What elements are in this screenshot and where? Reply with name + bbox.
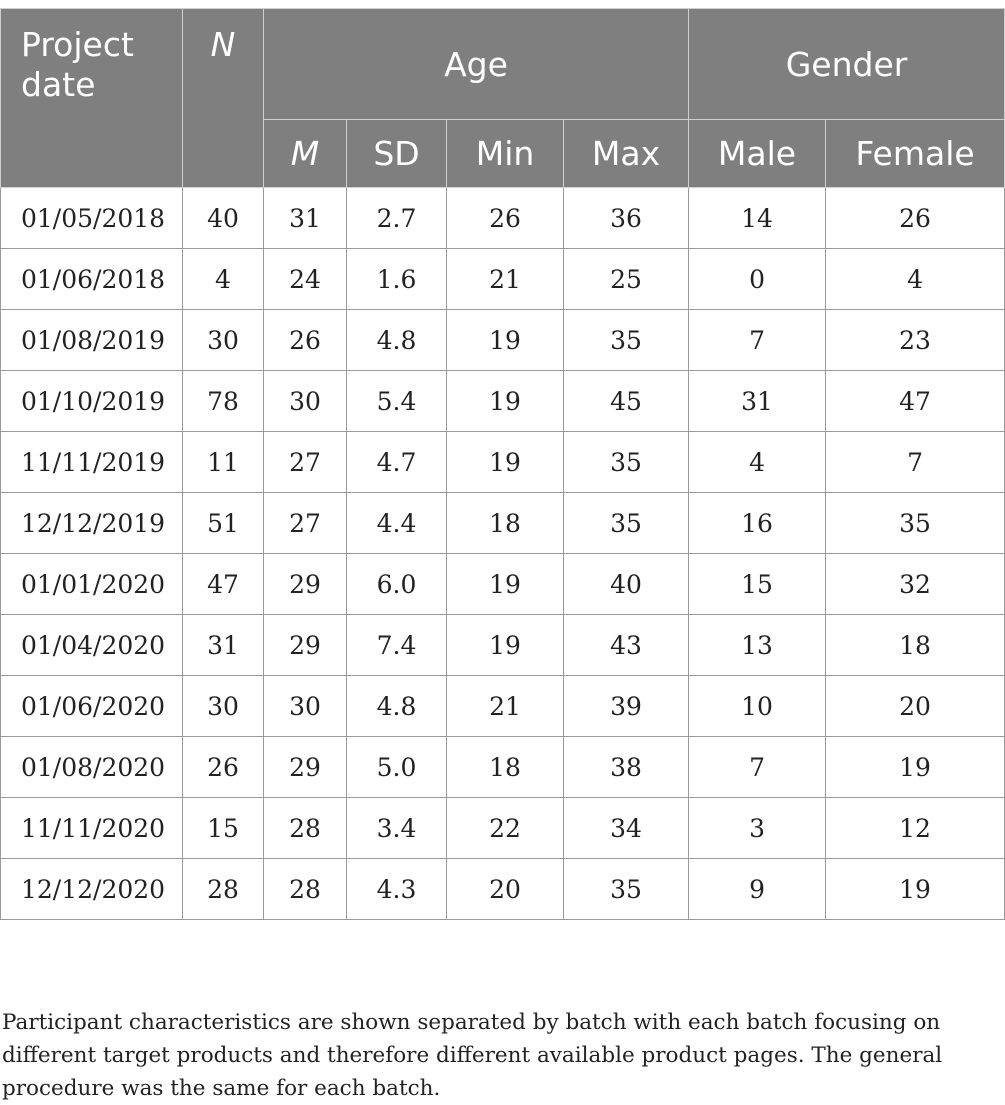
cell-age-m: 24 bbox=[264, 249, 347, 310]
cell-gender-male: 15 bbox=[689, 554, 826, 615]
cell-n: 28 bbox=[183, 859, 264, 920]
cell-age-m: 28 bbox=[264, 798, 347, 859]
cell-gender-female: 26 bbox=[826, 188, 1005, 249]
cell-age-sd: 1.6 bbox=[347, 249, 447, 310]
cell-gender-female: 12 bbox=[826, 798, 1005, 859]
cell-age-min: 19 bbox=[447, 310, 564, 371]
header-male: Male bbox=[689, 120, 826, 188]
table-row bbox=[1, 615, 1005, 676]
cell-age-sd: 4.7 bbox=[347, 432, 447, 493]
cell-age-min: 18 bbox=[447, 493, 564, 554]
cell-gender-male: 16 bbox=[689, 493, 826, 554]
cell-age-m: 27 bbox=[264, 432, 347, 493]
cell-age-m: 29 bbox=[264, 554, 347, 615]
cell-n: 40 bbox=[183, 188, 264, 249]
cell-age-max: 35 bbox=[564, 310, 689, 371]
cell-project-date: 01/06/2018 bbox=[1, 249, 183, 310]
cell-gender-female: 19 bbox=[826, 737, 1005, 798]
cell-project-date: 12/12/2019 bbox=[1, 493, 183, 554]
header-min: Min bbox=[447, 120, 564, 188]
cell-age-sd: 4.8 bbox=[347, 310, 447, 371]
cell-project-date: 11/11/2019 bbox=[1, 432, 183, 493]
header-female: Female bbox=[826, 120, 1005, 188]
cell-gender-female: 4 bbox=[826, 249, 1005, 310]
header-project-date: Project date bbox=[1, 9, 183, 188]
table-row bbox=[1, 432, 1005, 493]
cell-age-m: 30 bbox=[264, 371, 347, 432]
header-sd: SD bbox=[347, 120, 447, 188]
cell-n: 15 bbox=[183, 798, 264, 859]
cell-project-date: 01/01/2020 bbox=[1, 554, 183, 615]
cell-n: 30 bbox=[183, 676, 264, 737]
cell-age-sd: 2.7 bbox=[347, 188, 447, 249]
cell-age-sd: 6.0 bbox=[347, 554, 447, 615]
cell-age-max: 38 bbox=[564, 737, 689, 798]
cell-gender-male: 3 bbox=[689, 798, 826, 859]
cell-n: 51 bbox=[183, 493, 264, 554]
cell-age-m: 29 bbox=[264, 737, 347, 798]
cell-project-date: 01/08/2019 bbox=[1, 310, 183, 371]
table-row bbox=[1, 249, 1005, 310]
cell-gender-female: 19 bbox=[826, 859, 1005, 920]
cell-gender-male: 4 bbox=[689, 432, 826, 493]
cell-age-sd: 5.0 bbox=[347, 737, 447, 798]
cell-age-max: 35 bbox=[564, 859, 689, 920]
table-row bbox=[1, 859, 1005, 920]
cell-age-sd: 4.8 bbox=[347, 676, 447, 737]
table-row bbox=[1, 188, 1005, 249]
table-row bbox=[1, 676, 1005, 737]
cell-n: 26 bbox=[183, 737, 264, 798]
cell-age-min: 22 bbox=[447, 798, 564, 859]
cell-gender-male: 31 bbox=[689, 371, 826, 432]
participant-table bbox=[0, 8, 1005, 920]
table-row bbox=[1, 371, 1005, 432]
cell-age-min: 19 bbox=[447, 371, 564, 432]
cell-age-min: 19 bbox=[447, 615, 564, 676]
header-n: N bbox=[183, 9, 264, 188]
cell-age-m: 27 bbox=[264, 493, 347, 554]
cell-project-date: 01/08/2020 bbox=[1, 737, 183, 798]
cell-age-min: 19 bbox=[447, 554, 564, 615]
cell-age-max: 35 bbox=[564, 493, 689, 554]
cell-age-m: 29 bbox=[264, 615, 347, 676]
cell-gender-male: 13 bbox=[689, 615, 826, 676]
cell-gender-female: 47 bbox=[826, 371, 1005, 432]
cell-n: 30 bbox=[183, 310, 264, 371]
header-gender-group: Gender bbox=[689, 9, 1005, 120]
cell-age-max: 34 bbox=[564, 798, 689, 859]
cell-age-min: 26 bbox=[447, 188, 564, 249]
cell-gender-female: 7 bbox=[826, 432, 1005, 493]
cell-gender-male: 7 bbox=[689, 310, 826, 371]
cell-project-date: 01/06/2020 bbox=[1, 676, 183, 737]
cell-age-max: 36 bbox=[564, 188, 689, 249]
cell-age-max: 25 bbox=[564, 249, 689, 310]
cell-gender-female: 18 bbox=[826, 615, 1005, 676]
cell-age-min: 19 bbox=[447, 432, 564, 493]
cell-gender-male: 7 bbox=[689, 737, 826, 798]
cell-gender-female: 35 bbox=[826, 493, 1005, 554]
header-m: M bbox=[264, 120, 347, 188]
cell-gender-male: 9 bbox=[689, 859, 826, 920]
cell-age-max: 45 bbox=[564, 371, 689, 432]
cell-age-sd: 3.4 bbox=[347, 798, 447, 859]
table-footnote: Participant characteristics are shown separated by batch with each batch focusing on different target products and therefore different available product pages. The general procedure was the same for each batch. bbox=[2, 1010, 943, 1101]
cell-project-date: 12/12/2020 bbox=[1, 859, 183, 920]
cell-age-min: 21 bbox=[447, 676, 564, 737]
table-row bbox=[1, 737, 1005, 798]
cell-age-min: 18 bbox=[447, 737, 564, 798]
cell-age-max: 43 bbox=[564, 615, 689, 676]
cell-project-date: 01/10/2019 bbox=[1, 371, 183, 432]
cell-gender-female: 23 bbox=[826, 310, 1005, 371]
table-row bbox=[1, 310, 1005, 371]
cell-gender-male: 10 bbox=[689, 676, 826, 737]
header-row-top bbox=[1, 9, 1005, 120]
cell-gender-male: 14 bbox=[689, 188, 826, 249]
cell-project-date: 11/11/2020 bbox=[1, 798, 183, 859]
cell-gender-female: 32 bbox=[826, 554, 1005, 615]
cell-n: 4 bbox=[183, 249, 264, 310]
cell-age-max: 39 bbox=[564, 676, 689, 737]
cell-age-m: 28 bbox=[264, 859, 347, 920]
cell-n: 11 bbox=[183, 432, 264, 493]
cell-age-m: 26 bbox=[264, 310, 347, 371]
cell-age-sd: 5.4 bbox=[347, 371, 447, 432]
table-row bbox=[1, 493, 1005, 554]
table-row bbox=[1, 554, 1005, 615]
cell-project-date: 01/04/2020 bbox=[1, 615, 183, 676]
cell-age-sd: 4.4 bbox=[347, 493, 447, 554]
cell-n: 47 bbox=[183, 554, 264, 615]
table-body bbox=[1, 188, 1005, 920]
cell-age-sd: 7.4 bbox=[347, 615, 447, 676]
cell-age-min: 20 bbox=[447, 859, 564, 920]
cell-age-sd: 4.3 bbox=[347, 859, 447, 920]
cell-gender-female: 20 bbox=[826, 676, 1005, 737]
table-row bbox=[1, 798, 1005, 859]
cell-age-m: 31 bbox=[264, 188, 347, 249]
cell-project-date: 01/05/2018 bbox=[1, 188, 183, 249]
cell-age-max: 40 bbox=[564, 554, 689, 615]
header-max: Max bbox=[564, 120, 689, 188]
cell-gender-male: 0 bbox=[689, 249, 826, 310]
cell-n: 31 bbox=[183, 615, 264, 676]
cell-n: 78 bbox=[183, 371, 264, 432]
cell-age-m: 30 bbox=[264, 676, 347, 737]
cell-age-min: 21 bbox=[447, 249, 564, 310]
header-age-group: Age bbox=[264, 9, 689, 120]
cell-age-max: 35 bbox=[564, 432, 689, 493]
